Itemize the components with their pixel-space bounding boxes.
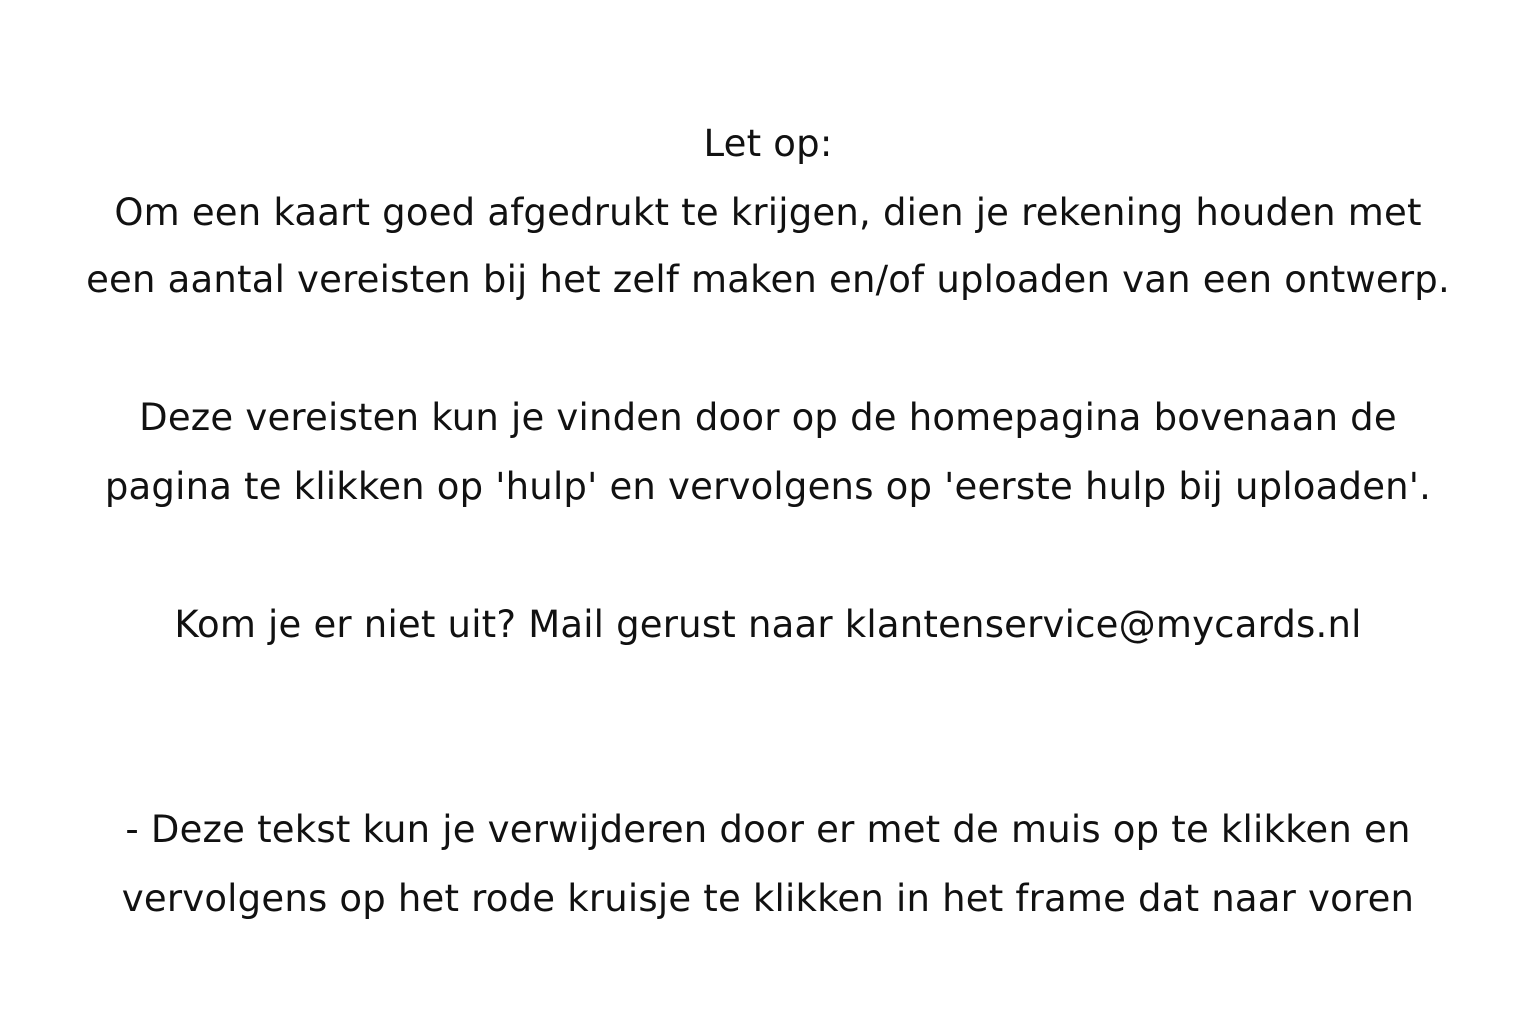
paragraph-4-line-1: - Deze tekst kun je verwijderen door er met de muis op te klikken en xyxy=(125,808,1411,851)
paragraph-1-line-1: Om een kaart goed afgedrukt te krijgen, dien je rekening houden met xyxy=(114,191,1422,234)
paragraph-1-line-2: een aantal vereisten bij het zelf maken en/of uploaden van een ontwerp. xyxy=(86,258,1450,301)
paragraph-3-line-1: Kom je er niet uit? Mail gerust naar klantenservice@mycards.nl xyxy=(174,603,1362,646)
paragraph-2-line-1: Deze vereisten kun je vinden door op de homepagina bovenaan de xyxy=(139,396,1397,439)
notice-heading: Let op: xyxy=(703,122,833,165)
paragraph-4-line-2: vervolgens op het rode kruisje te klikken in het frame dat naar voren xyxy=(121,877,1415,920)
paragraph-2-line-2: pagina te klikken op 'hulp' en vervolgens op 'eerste hulp bij uploaden'. xyxy=(104,465,1432,508)
